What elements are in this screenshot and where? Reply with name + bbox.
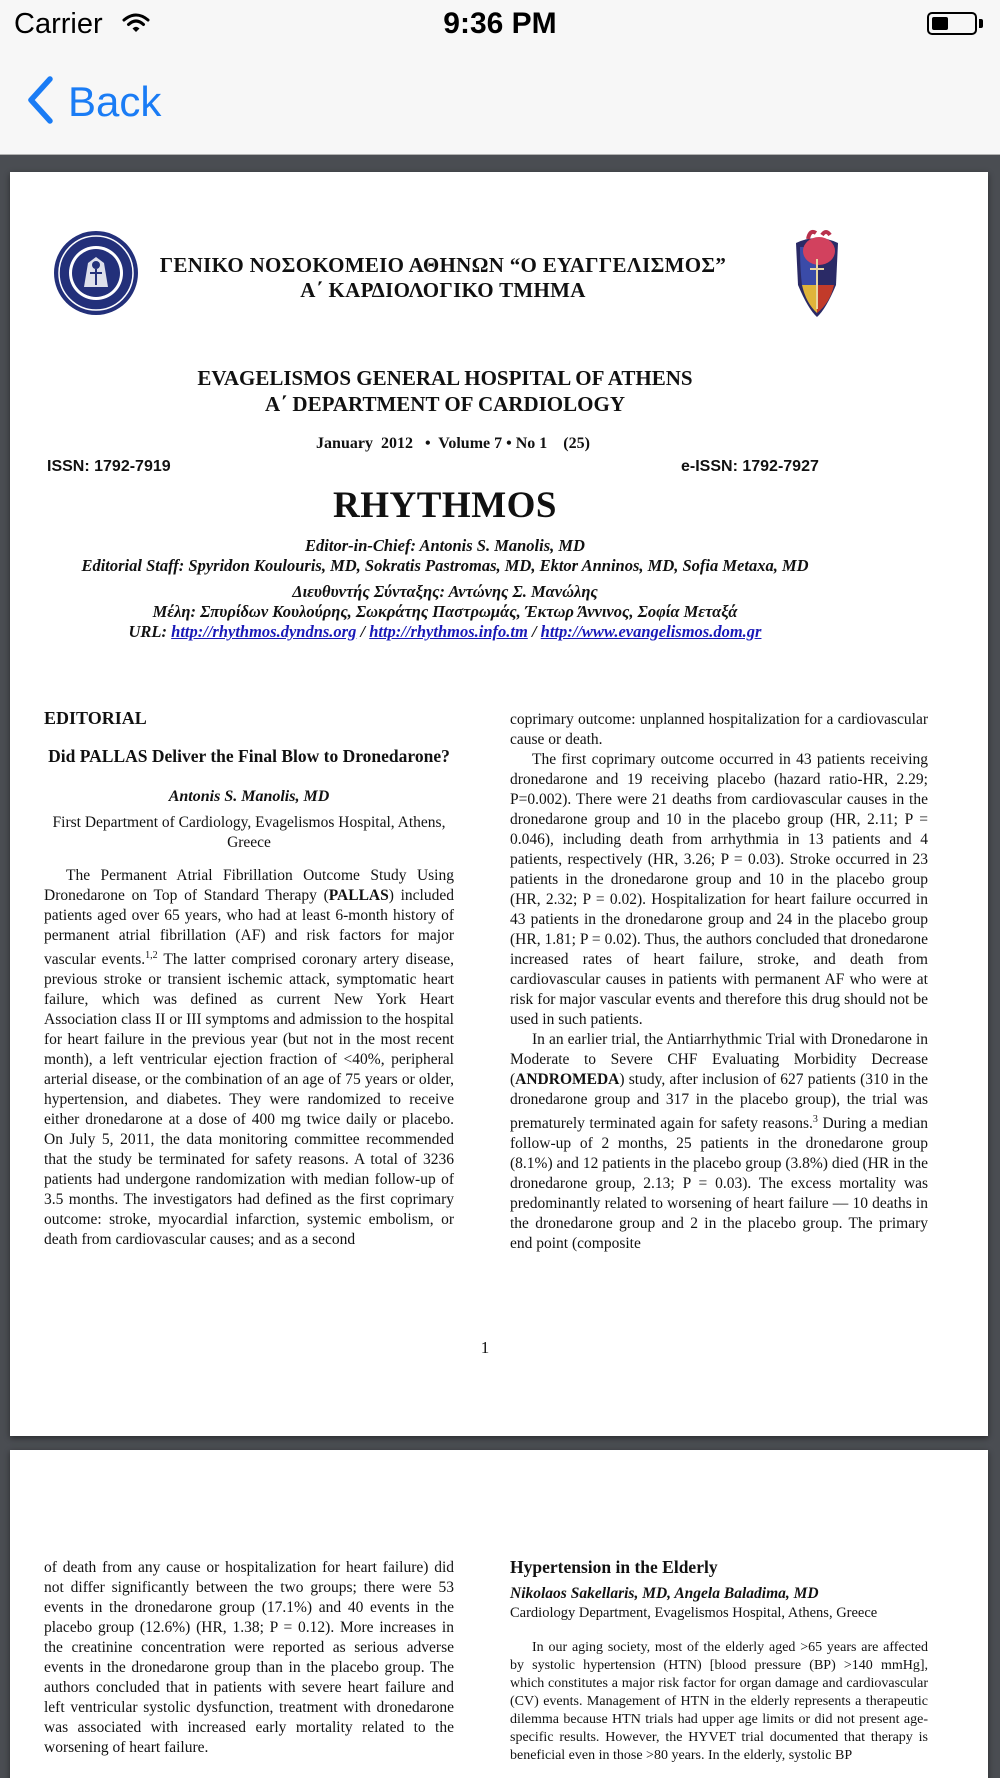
editorial-staff: Editorial Staff: Spyridon Koulouris, MD, Sokratis Pastromas, MD, Ektor Anninos, MD, Sofia Metaxa, MD (81, 556, 809, 575)
article-authors: Nikolaos Sakellaris, MD, Angela Baladima, MD (510, 1585, 819, 1602)
english-hospital-header (10, 365, 880, 417)
pdf-page-2 (10, 1450, 988, 1778)
battery-tip (979, 19, 983, 28)
body-paragraph: The Permanent Atrial Fibrillation Outcome Study Using Dronedarone on Top of Standard Therapy (PALLAS) included patients aged over 65 years, who had at least 6-month history of permanent atrial fibrillation (AF) and risk factors for major vascular events.$^{1,2}$ The latter comprised coronary artery disease, previous stroke or transient ischemic attack, symptomatic heart failure, which was defined as current New York Heart Association class II or III symptoms and admission to the hospital for heart failure in the previous year (but not in the most recent month), a left ventricular ejection fraction of <40%, peripheral arterial disease, or the combination of an age of 75 years or older, hypertension, and diabetes. They were randomized to receive either dronedarone at a dose of 400 mg twice daily or placebo. On July 5, 2011, the data monitoring committee recommended that the study be terminated for safety reasons. A total of 3236 patients had undergone randomization with median follow-up of 3.5 months. The investigators had defined as the first coprimary outcome: stroke, myocardial infarction, systemic embolism, or death from cardiovascular causes; and as a second (44, 867, 454, 1249)
greek-header-line-1: ΓΕΝΙΚΟ ΝΟΣΟΚΟΜΕΙΟ ΑΘΗΝΩΝ “Ο ΕΥΑΓΓΕΛΙΣΜΟΣ” (159, 253, 727, 277)
body-paragraph: coprimary outcome: unplanned hospitalization for a cardiovascular cause or death. (510, 711, 928, 748)
greek-hospital-header (110, 253, 776, 303)
url-link-infotm[interactable]: http://rhythmos.info.tm (369, 622, 528, 641)
back-button[interactable] (26, 76, 161, 128)
eissn-label: e-ISSN: 1792-7927 (681, 458, 819, 475)
carrier-label: Carrier (14, 8, 103, 40)
editor-in-chief: Editor-in-Chief: Antonis S. Manolis, MD (305, 536, 585, 555)
issue-line: January 2012 • Volume 7 • No 1 (25) (316, 435, 590, 452)
navigation-bar (0, 50, 1000, 155)
battery-level-fill (932, 17, 948, 30)
pdf-page-1 (10, 172, 988, 1436)
right-column-text (510, 710, 928, 1254)
issn-label: ISSN: 1792-7919 (47, 458, 171, 475)
url-label: URL: (128, 622, 168, 641)
url-separator: / (527, 622, 541, 641)
body-paragraph: The first coprimary outcome occurred in 43 patients receiving dronedarone and 19 receiving placebo (hazard ratio-HR, 2.29; P=0.002). There were 21 deaths from cardiovascular causes in the dronedarone group and 10 in the placebo group (HR, 2.11; P = 0.046), including death from arrhythmia in 13 patients and 4 patients, respectively (HR, 3.26; P = 0.03). Stroke occurred in 23 patients in the dronedarone group and 10 in the placebo group (HR, 2.32; P = 0.02). Hospitalization for heart failure occurred in 43 patients in the dronedarone group and 24 in the placebo group (HR, 1.81; P = 0.02). Thus, the authors concluded that dronedarone increased rates of heart failure, stroke, and death from cardiovascular causes in patients with permanent AF who were at risk for major vascular events and therefore this drug should not be used in such patients. (510, 751, 928, 1028)
url-link-dyndns[interactable]: http://rhythmos.dyndns.org (171, 622, 357, 641)
url-line (10, 622, 880, 642)
article-affiliation: Cardiology Department, Evagelismos Hospital, Athens, Greece (510, 1605, 878, 1621)
body-paragraph: In an earlier trial, the Antiarrhythmic Trial with Dronedarone in Moderate to Severe CHF Evaluating Morbidity Decrease (ANDROMEDA) study, after inclusion of 627 patients (310 in the dronedarone group and 317 in the placebo group), the trial was prematurely terminated again for safety reasons.$^3$ During a median follow-up of 2 months, 25 patients in the dronedarone group (8.1%) and 12 patients in the placebo group (3.8%) died (HR in the dronedarone group, 2.13; P = 0.03). The excess mortality was predominantly related to worsening of heart failure — 10 deaths in the dronedarone group and 2 in the placebo group. The primary end point (composite (510, 1031, 928, 1253)
english-header-line-2: A΄ DEPARTMENT OF CARDIOLOGY (265, 392, 625, 416)
right-column-text (510, 1639, 928, 1765)
greek-header-line-2: Α΄ ΚΑΡΔΙΟΛΟΓΙΚΟ ΤΜΗΜΑ (300, 278, 586, 302)
status-bar (0, 0, 1000, 50)
pdf-viewer[interactable] (0, 155, 1000, 1778)
url-link-evangelismos[interactable]: http://www.evangelismos.dom.gr (540, 622, 762, 641)
greek-members: Μέλη: Σπυρίδων Κουλούρης, Σωκράτης Παστρωμάς, Έκτωρ Άννινος, Σοφία Μεταξά (152, 602, 738, 621)
article-author: Antonis S. Manolis, MD (168, 788, 330, 805)
english-header-line-1: EVAGELISMOS GENERAL HOSPITAL OF ATHENS (197, 366, 693, 390)
section-label: EDITORIAL (44, 708, 147, 728)
chevron-left-icon (26, 76, 54, 129)
body-paragraph: of death from any cause or hospitalization for heart failure) did not differ significantly between the two groups; there were 53 events in the dronedarone group (17.1%) and 40 events in the placebo group (12.6%) (HR, 1.38; P = 0.12). More increases in the creatinine concentration were reported as serious adverse events in the dronedarone group than in the placebo group. The authors concluded that in patients with severe heart failure and left ventricular systolic dysfunction, treatment with dronedarone was associated with increased early mortality related to the worsening of heart failure. (44, 1559, 454, 1756)
battery-icon (927, 12, 977, 35)
clock-time: 9:36 PM (443, 7, 557, 40)
journal-title: RHYTHMOS (333, 485, 557, 526)
article-title: Hypertension in the Elderly (510, 1557, 718, 1577)
article-title: Did PALLAS Deliver the Final Blow to Dronedarone? (48, 746, 450, 766)
body-paragraph: In our aging society, most of the elderly aged >65 years are affected by systolic hypertension (HTN) [blood pressure (BP) >140 mmHg], which constitutes a major risk factor for organ damage and cardiovascular (CV) events. Management of HTN in the elderly represents a therapeutic dilemma because HTN trials had upper age limits or did not present age-specific results. However, the HYVET trial documented that therapy is beneficial even in those >80 years. In the elderly, systolic BP (510, 1640, 928, 1763)
greek-editor: Διευθυντής Σύνταξης: Αντώνης Σ. Μανώλης (292, 582, 598, 601)
url-separator: / (356, 622, 370, 641)
back-label: Back (68, 78, 162, 125)
page-number: 1 (480, 1338, 490, 1357)
article-affiliation: First Department of Cardiology, Evagelismos Hospital, Athens, Greece (52, 814, 446, 851)
left-column-text (44, 866, 454, 1250)
left-column-text (44, 1558, 454, 1758)
heart-crest-logo (786, 229, 848, 326)
